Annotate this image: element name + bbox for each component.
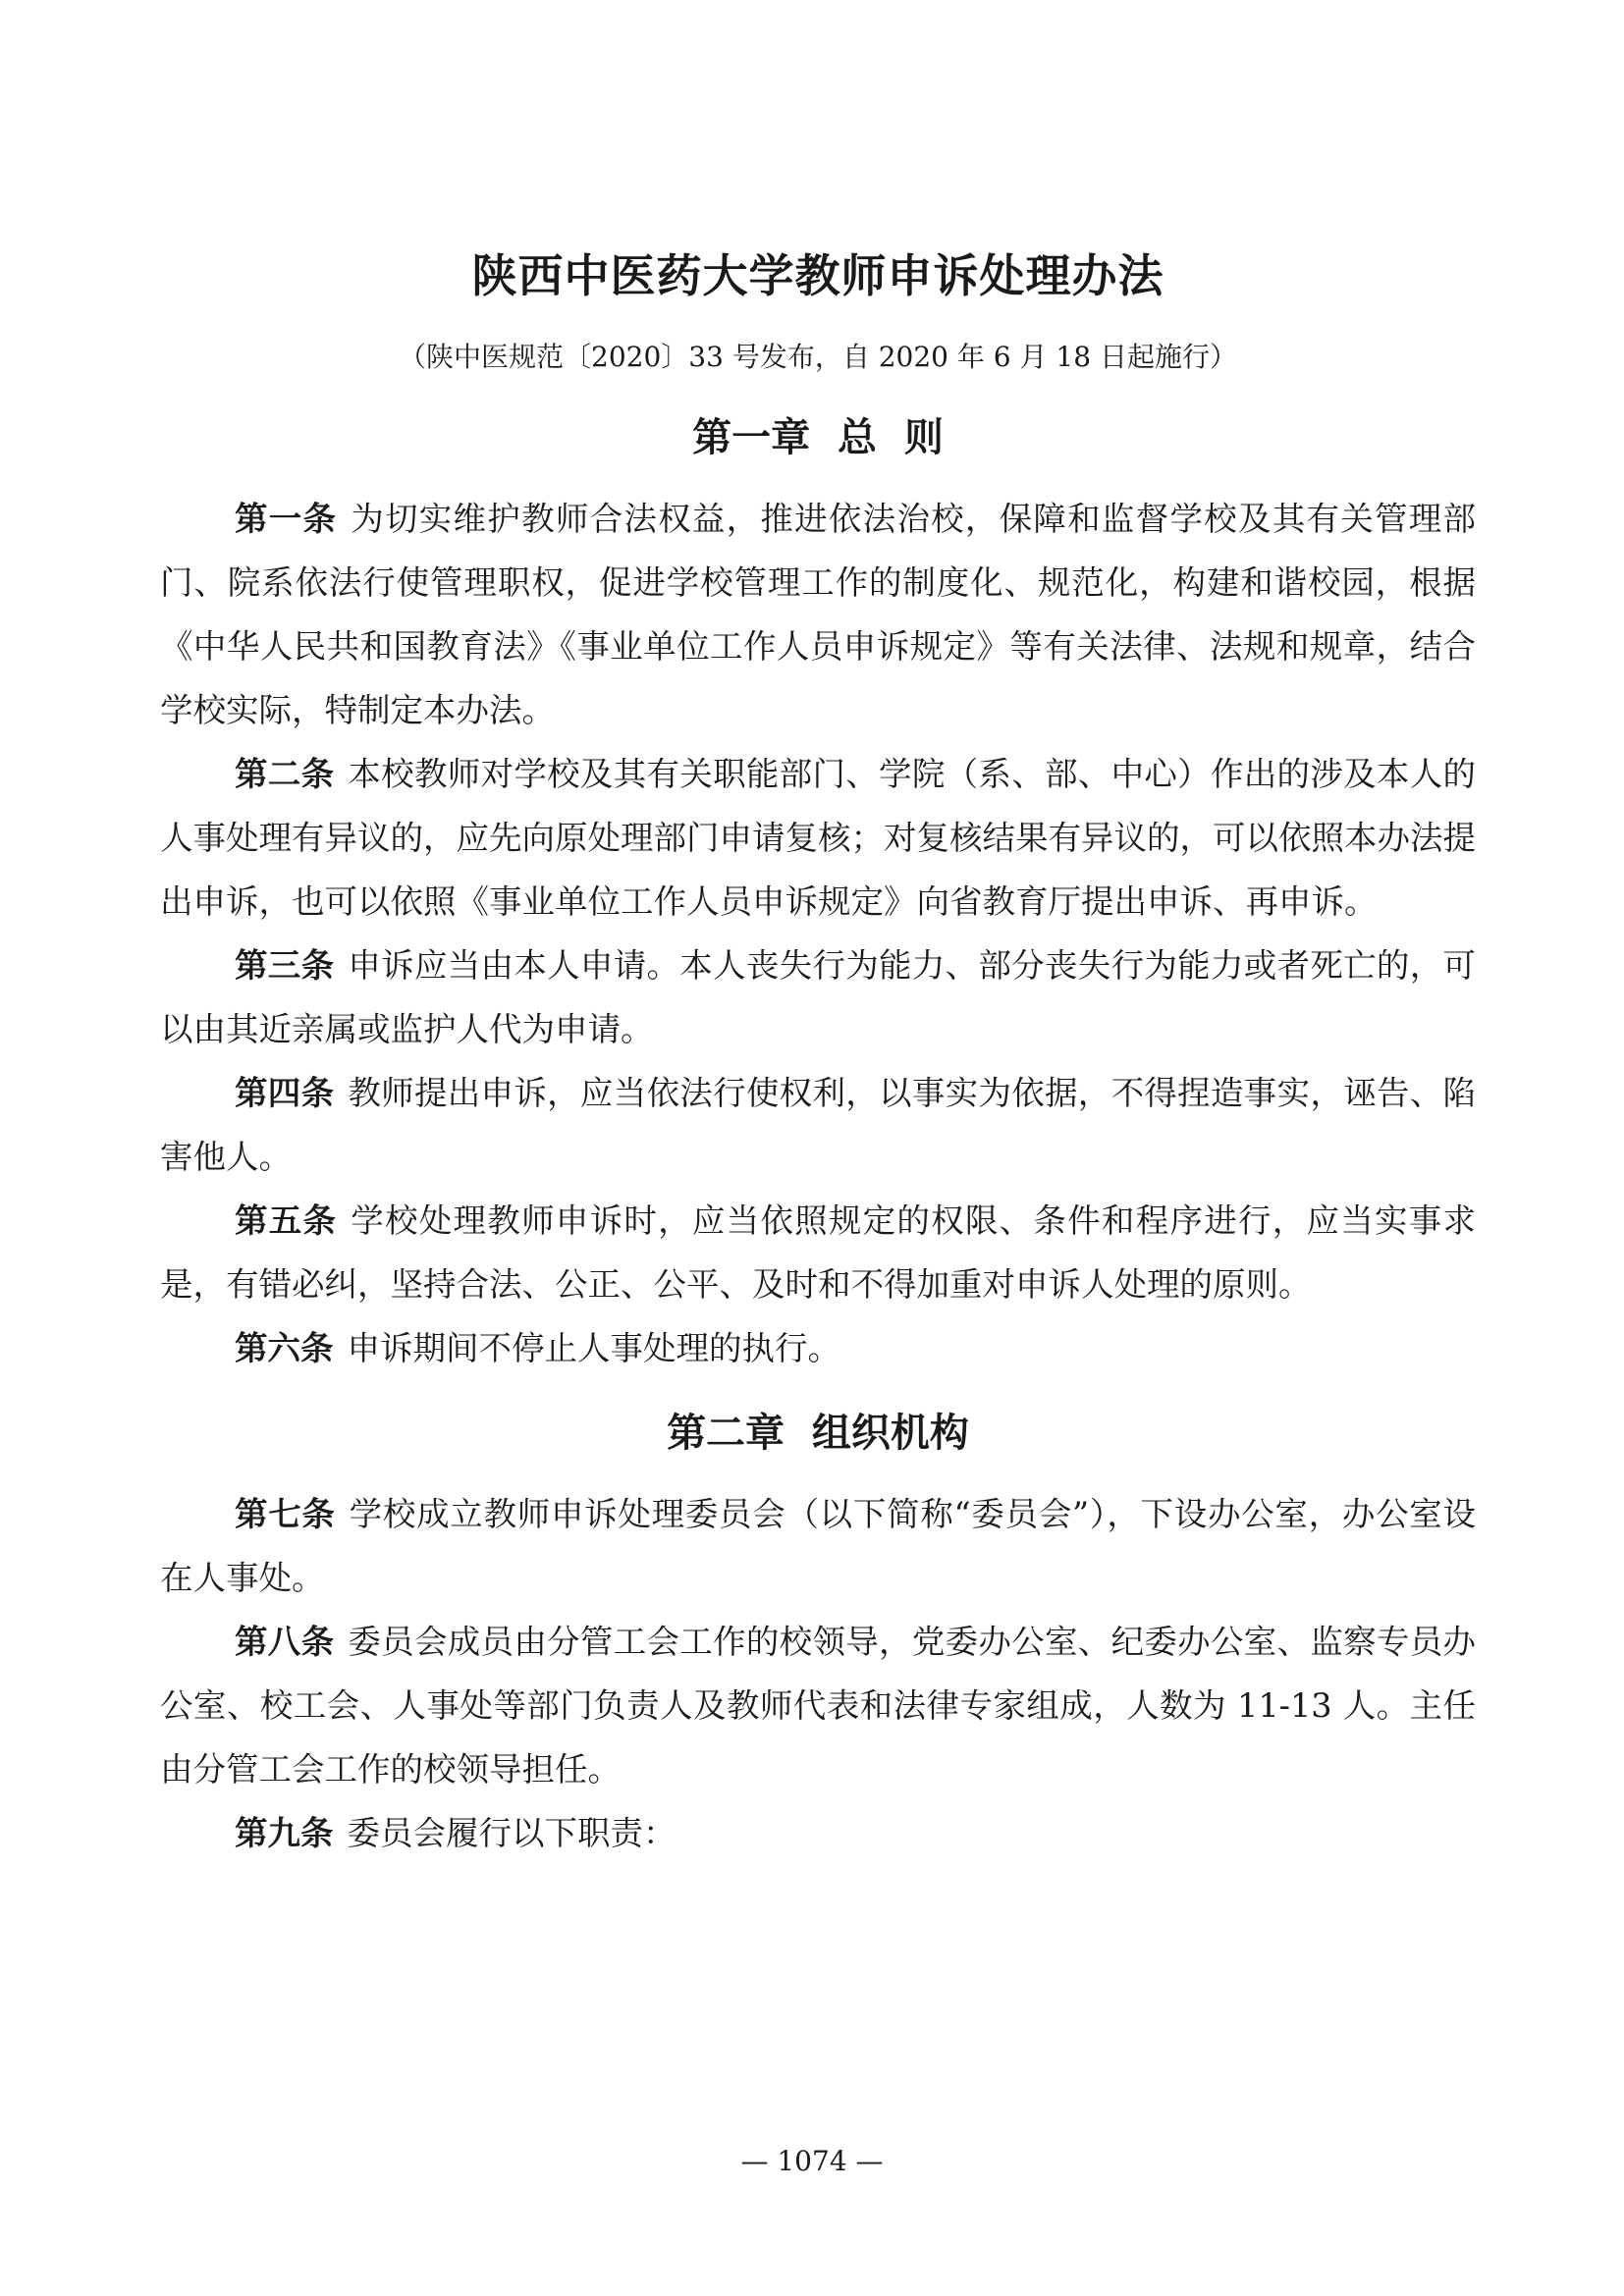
article-label: 第七条 [235,1495,336,1533]
article-label: 第三条 [235,946,335,985]
article-1 [160,487,1476,742]
article-8 [160,1610,1476,1801]
article-label: 第八条 [235,1623,335,1661]
article-label: 第二条 [235,755,335,793]
chapter-2 [160,1411,1476,1865]
article-label: 第九条 [235,1814,334,1852]
article-label: 第六条 [235,1329,334,1367]
article-7 [160,1482,1476,1610]
article-label: 第一条 [235,500,338,538]
document-title: 陕西中医药大学教师申诉处理办法 [471,249,1164,302]
document-subtitle: （陕中医规范〔2020〕33 号发布，自 2020 年 6 月 18 日起施行） [399,341,1237,373]
page-number: — 1074 — [740,2145,884,2177]
article-text: 本校教师对学校及其有关职能部门、学院（系、部、中心）作出的涉及本人的人事处理有异议的，应先向原处理部门申请复核；对复核结果有异议的，可以依照本办法提出申诉，也可以依照《事业单位工作人员申诉规定》向省教育厅提出申诉、再申诉。 [160,755,1476,921]
article-text: 申诉应当由本人申请。本人丧失行为能力、部分丧失行为能力或者死亡的，可以由其近亲属或监护人代为申请。 [160,946,1476,1048]
article-text: 学校处理教师申诉时，应当依照规定的权限、条件和程序进行，应当实事求是，有错必纠，坚持合法、公正、公平、及时和不得加重对申诉人处理的原则。 [160,1201,1477,1304]
article-text: 委员会履行以下职责： [347,1814,677,1852]
article-9 [160,1801,1476,1865]
article-text: 为切实维护教师合法权益，推进依法治校，保障和监督学校及其有关管理部门、院系依法行使管理职权，促进学校管理工作的制度化、规范化，构建和谐校园，根据《中华人民共和国教育法》《事业单位工作人员申诉规定》等有关法律、法规和规章，结合学校实际，特制定本办法。 [160,500,1477,729]
article-text: 教师提出申诉，应当依法行使权利，以事实为依据，不得捏造事实，诬告、陷害他人。 [160,1074,1476,1176]
article-label: 第四条 [235,1074,335,1112]
article-text: 委员会成员由分管工会工作的校领导，党委办公室、纪委办公室、监察专员办公室、校工会、人事处等部门负责人及教师代表和法律专家组成，人数为 11-13 人。主任由分管工会工作的校领导担任。 [160,1623,1476,1789]
article-label: 第五条 [235,1201,338,1240]
chapter-heading: 第一章 总 则 [692,415,944,460]
article-text: 申诉期间不停止人事处理的执行。 [347,1329,840,1367]
chapter-heading: 第二章 组织机构 [667,1411,969,1456]
article-4 [160,1061,1476,1189]
chapter-1 [160,415,1477,1380]
document-page [160,234,1476,1865]
article-text: 学校成立教师申诉处理委员会（以下简称“委员会”），下设办公室，办公室设在人事处。 [160,1495,1476,1597]
article-2 [160,742,1476,934]
article-3 [160,934,1476,1061]
article-6 [160,1316,1476,1380]
article-5 [160,1189,1476,1316]
